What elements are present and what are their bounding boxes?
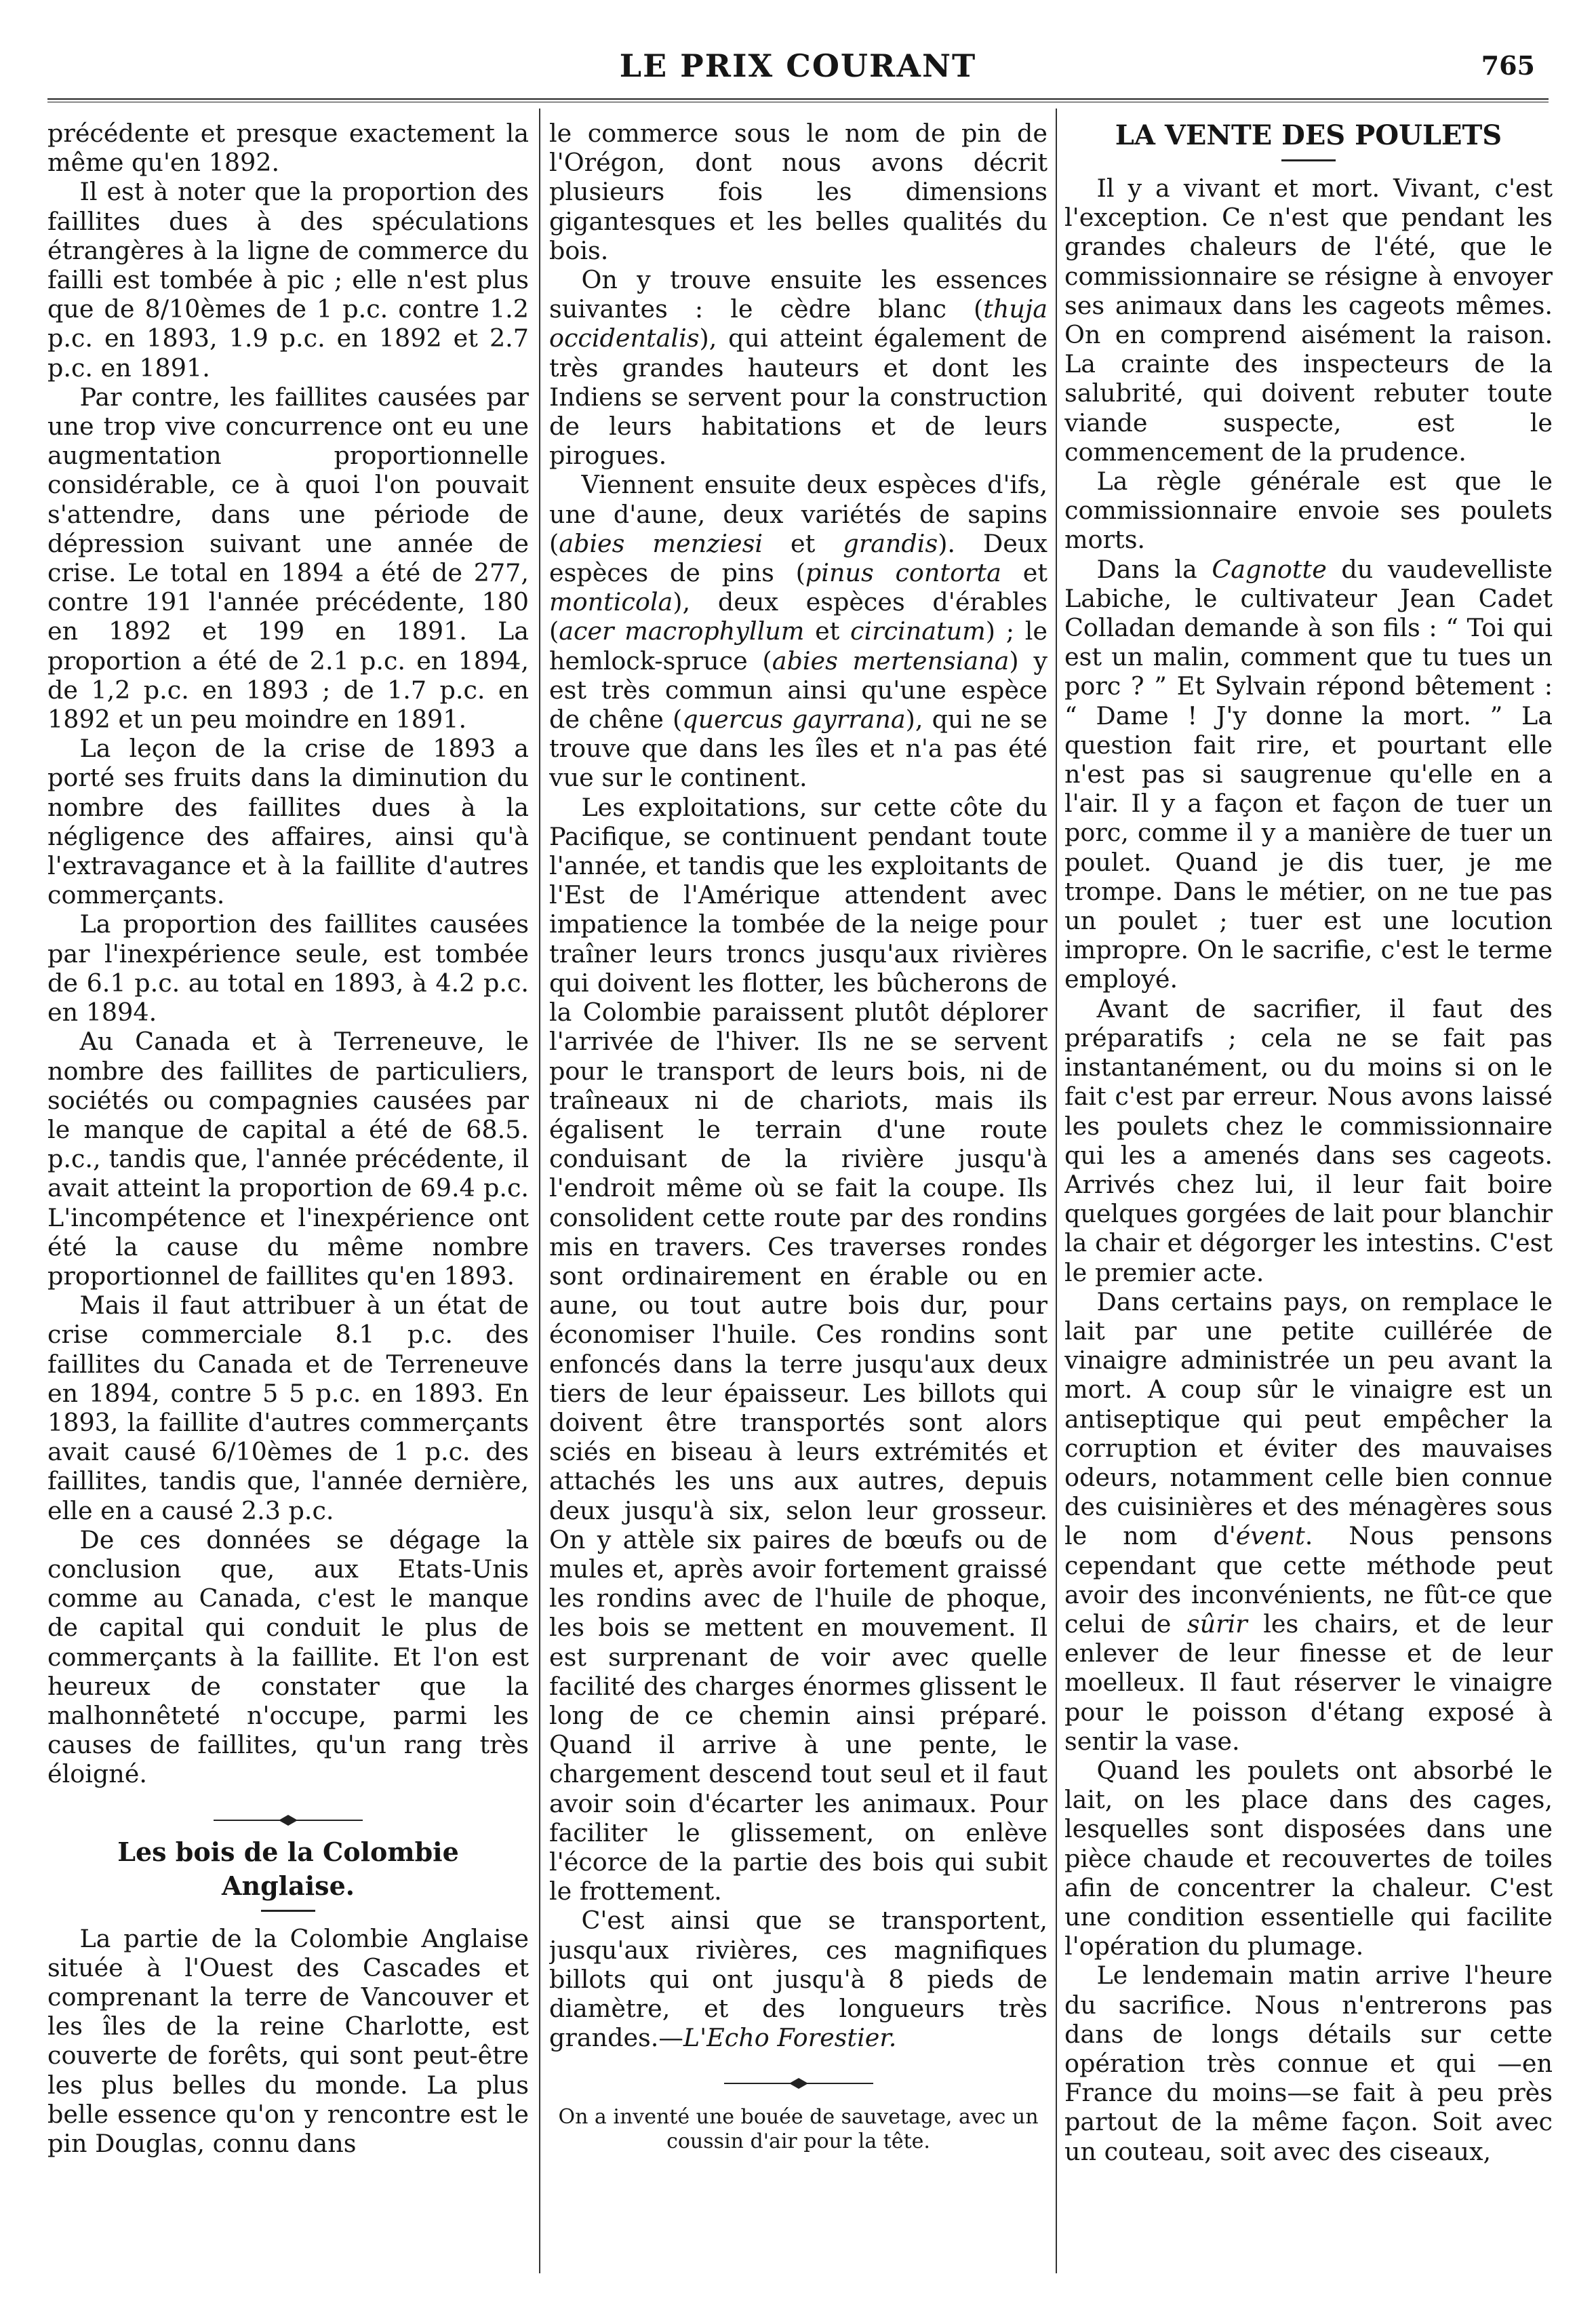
paragraph: La règle générale est que le commissionnaire envoie ses poulets morts. [1064, 467, 1553, 555]
text: Dans la [1096, 554, 1212, 584]
text: du vaudevelliste Labiche, le cultivateur Jean Cadet Colladan demande à son fils : “ Toi qui est un malin, comment que tu tues un porc ? ” Et Sylvain répond bêtement : “ Dame ! J'y donne la mort. ” La question fait rire, et pourtant elle n'est pas si saugrenue qu'elle en a l'air. Il y a façon et façon de tuer un porc, comme il y a manière de tuer un poulet. Quand je dis tuer, je me trompe. Dans le métier, on ne tue pas un poulet ; tuer est une locution impropre. On le sacrifie, c'est le terme employé. [1064, 554, 1553, 994]
paragraph: Mais il faut attribuer à un état de crise commerciale 8.1 p.c. des faillites du Canada et de Terreneuve en 1894, contre 5 5 p.c. en 1893. En 1893, la faillite d'autres commerçants avait causé 6/10èmes de 1 p.c. des faillites, tandis que, l'année dernière, elle en a causé 2.3 p.c. [47, 1291, 529, 1525]
text: C'est ainsi que se transportent, jusqu'aux rivières, ces magnifiques billots qui ont jusqu'à 8 pieds de diamètre, et des longueurs très grandes.— [549, 1906, 1048, 2053]
article-heading: Les bois de la Colombie Anglaise. [117, 1836, 459, 1901]
text: ), qui ne se trouve que dans les îles et n'a pas été vue sur le continent. [549, 705, 1048, 793]
text: Viennent ensuite deux espèces d'ifs, une d'aune, deux variétés de sapins ( [549, 470, 1048, 558]
text: ). Deux espèces de pins ( [549, 528, 1048, 588]
paragraph: Il y a vivant et mort. Vivant, c'est l'exception. Ce n'est que pendant les grandes chaleurs de l'été, que le commissionnaire se résigne à envoyer ses animaux dans les cageots mêmes. On en comprend aisément la raison. La crainte des inspecteurs de la salubrité, qui doivent rebuter toute viande suspecte, est le commencement de la prudence. [1064, 174, 1553, 467]
text: et [804, 616, 851, 646]
paragraph: Au Canada et à Terreneuve, le nombre des faillites de particuliers, sociétés ou compagnies causées par le manque de capital a été de 68.5. p.c., tandis que, l'année précédente, il avait atteint la proportion de 69.4 p.c. L'incompétence et l'inexpérience ont été la cause du même nombre proportionnel de faillites qu'en 1893. [47, 1027, 529, 1291]
text: ), qui atteint également de très grandes hauteurs et dont les Indiens se servent pour la construction de leurs habitations et de leurs pirogues. [549, 323, 1048, 471]
paragraph [1064, 1287, 1553, 1756]
text: et [1001, 558, 1048, 588]
paragraph: La proportion des faillites causées par l'inexpérience seule, est tombée de 6.1 p.c. au total en 1893, à 4.2 p.c. en 1894. [47, 909, 529, 1027]
text: ) y est très commun ainsi qu'une espèce de chêne ( [549, 646, 1048, 734]
italic-term: évent [1235, 1521, 1305, 1551]
paragraph: Il est à noter que la proportion des faillites dues à des spéculations étrangères à la ligne de commerce du failli est tombée à pic ; elle n'est plus que de 8/10èmes de 1 p.c. contre 1.2 p.c. en 1893, 1.9 p.c. en 1892 et 2.7 p.c. en 1891. [47, 177, 529, 383]
paragraph [1064, 555, 1553, 994]
paragraph: La leçon de la crise de 1893 a porté ses fruits dans la diminution du nombre des faillites dues à la négligence des affaires, ainsi qu'à l'extravagance et à la faillite d'autres commerçants. [47, 734, 529, 910]
paragraph: Le lendemain matin arrive l'heure du sacrifice. Nous n'entrerons pas dans de longs détails sur cette opération très connue et qui —en France du moins—se fait à peu près partout de la même façon. Soit avec un couteau, soit avec des ciseaux, [1064, 1961, 1553, 2166]
latin-name: pinus contorta [805, 558, 1001, 588]
running-head: LE PRIX COURANT [619, 47, 977, 84]
latin-name: circinatum [850, 616, 986, 646]
latin-name: abies mertensiana [772, 646, 1010, 675]
page-header [47, 41, 1549, 88]
text: Dans certains pays, on remplace le lait par une petite cuillérée de vinaigre administrée un peu avant la mort. A coup sûr le vinaigre est un antiseptique qui peut empêcher la corruption et éviter des mauvaises odeurs, notamment celle bien connue des cuisinières et des ménagères sous le nom d' [1064, 1287, 1553, 1551]
paragraph: Quand les poulets ont absorbé le lait, on les place dans des cages, lesquelles sont disposées dans une pièce chaude et recouvertes de toiles afin de concentrer la chaleur. C'est une condition essentielle qui facilite l'opération du plumage. [1064, 1755, 1553, 1961]
heading-rule [1281, 159, 1336, 161]
page-number: 765 [1481, 50, 1535, 81]
paragraph [549, 470, 1048, 792]
heading-rule [261, 1910, 315, 1912]
column-1 [47, 119, 529, 2287]
paragraph: Avant de sacrifier, il faut des préparatifs ; cela ne se fait pas instantanément, ou du moins si on le fait c'est par erreur. Nous avons laissé les poulets chez le commissionnaire qui les a amenés dans ses cageots. Arrivés chez lui, il leur fait boire quelques gorgées de lait pour blanchir la chair et dégorger les intestins. C'est le premier acte. [1064, 994, 1553, 1287]
column-3 [1064, 119, 1553, 2287]
latin-name: grandis [843, 528, 938, 558]
text: . Nous pensons cependant que cette méthode peut avoir des inconvénients, ne fût-ce que celui de [1064, 1521, 1553, 1639]
latin-name: quercus gayrrana [682, 705, 906, 734]
latin-name: abies menziesi [559, 528, 763, 558]
column-rule-1 [539, 109, 540, 2273]
header-rule [47, 98, 1549, 100]
paragraph: De ces données se dégage la conclusion que, aux Etats-Unis comme au Canada, c'est le manque de capital qui conduit le plus de commerçants à la faillite. Et l'on est heureux de constater que la malhonnêteté n'occupe, parmi les causes de faillites, qu'un rang très éloigné. [47, 1525, 529, 1789]
paragraph: le commerce sous le nom de pin de l'Orégon, dont nous avons décrit plusieurs fois les dimensions gigantesques et les belles qualités du bois. [549, 119, 1048, 265]
source-attribution: L'Echo Forestier. [683, 2023, 897, 2053]
play-title: Cagnotte [1212, 554, 1327, 584]
text: ) ; le hemlock-spruce ( [549, 616, 1048, 675]
paragraph: précédente et presque exactement la même qu'en 1892. [47, 119, 529, 178]
article-heading: LA VENTE DES POULETS [1115, 119, 1502, 151]
text: les chairs, et de leur enlever de leur finesse et de leur moelleux. Il faut réserver le vinaigre pour le poisson d'étang exposé à sentir la vase. [1064, 1609, 1553, 1756]
paragraph: Les exploitations, sur cette côte du Pacifique, se continuent pendant toute l'année, et tandis que les exploitants de l'Est de l'Amérique attendent avec impatience la tombée de la neige pour traîner leurs troncs jusqu'aux rivières qui doivent les flotter, les bûcherons de la Colombie paraissent plutôt déplorer l'arrivée de l'hiver. Ils ne se servent pour le transport de leurs bois, ni de traîneaux ni de chariots, mais ils égalisent le terrain d'une route conduisant de la rivière jusqu'à l'endroit même où se fait la coupe. Ils consolident cette route par des rondins mis en travers. Ces traverses rondes sont ordinairement en érable ou en aune, ou tout autre bois dur, pour économiser l'huile. Ces rondins sont enfoncés dans la terre jusqu'aux deux tiers de leur épaisseur. Les billots qui doivent être transportés sont alors sciés en biseau à leurs extrémités et attachés les uns aux autres, depuis deux jusqu'à six, selon leur grosseur. On y attèle six paires de bœufs ou de mules et, après avoir fortement graissé les rondins avec de l'huile de phoque, les bois se mettent en mouvement. Il est surprenant de voir avec quelle facilité des charges énormes glissent le long de ce chemin ainsi préparé. Quand il arrive à une pente, le chargement descend tout seul et il faut avoir soin d'écarter les animaux. Pour faciliter le glissement, on enlève l'écorce de la partie des bois qui subit le frottement. [549, 792, 1048, 1906]
paragraph [549, 1906, 1048, 2052]
latin-name: thuja occidentalis [549, 294, 1048, 353]
notice-text: On a inventé une bouée de sauvetage, avec un coussin d'air pour la tête. [558, 2105, 1039, 2154]
latin-name: acer macrophyllum [559, 616, 805, 646]
text: On y trouve ensuite les essences suivantes : le cèdre blanc ( [549, 265, 1048, 324]
text: ), deux espèces d'érables ( [549, 587, 1048, 646]
column-2 [549, 119, 1048, 2287]
ornament-separator [47, 1804, 529, 1818]
paragraph: La partie de la Colombie Anglaise située à l'Ouest des Cascades et comprenant la terre de Vancouver et les îles de la reine Charlotte, est couverte de forêts, qui sont peut-être les plus belles du monde. La plus belle essence qu'on y rencontre est le pin Douglas, connu dans [47, 1923, 529, 2158]
paragraph [549, 265, 1048, 470]
italic-term: sûrir [1186, 1609, 1248, 1639]
ornament-separator [549, 2067, 1048, 2081]
column-rule-2 [1056, 109, 1057, 2273]
latin-name: monticola [549, 587, 673, 617]
paragraph: Par contre, les faillites causées par une trop vive concurrence ont eu une augmentation proportionnelle considérable, ce à quoi l'on pouvait s'attendre, dans une période de dépression suivant une année de crise. Le total en 1894 a été de 277, contre 191 l'année précédente, 180 en 1892 et 199 en 1891. La proportion a été de 2.1 p.c. en 1894, de 1,2 p.c. en 1893 ; de 1.7 p.c. en 1892 et un peu moindre en 1891. [47, 382, 529, 734]
text: et [763, 528, 843, 558]
